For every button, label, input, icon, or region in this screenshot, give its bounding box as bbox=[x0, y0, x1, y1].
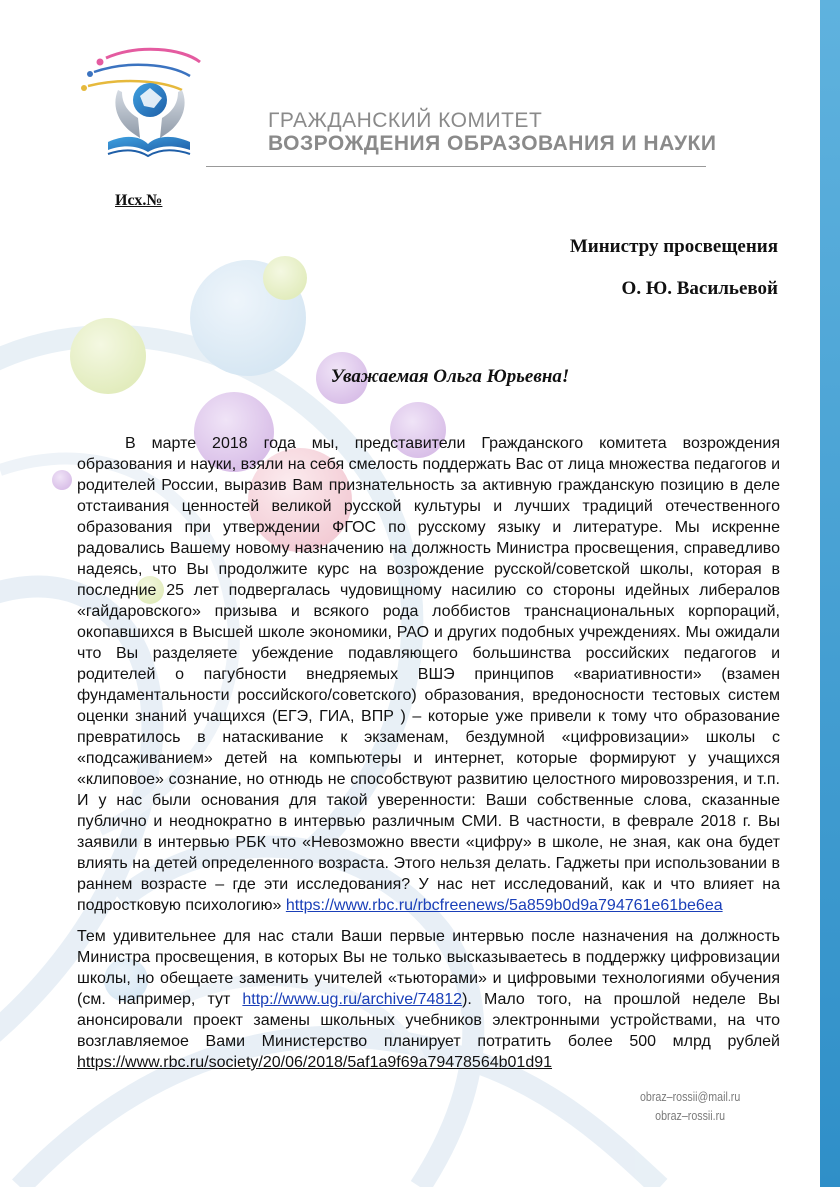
paragraph-1-text: В марте 2018 года мы, представители Гражданского комитета возрождения образования и науки, взяли на себя смелость поддержать Вас от лица множества педагогов и родителей России, выразив Вам признательность за активную гражданскую позицию в деле отстаивания ценностей великой русской культуры и лучших традиций отечественного образования при утверждении ФГОС по русскому языку и литературе. Мы искренне радовались Вашему новому назначению на должность Министра просвещения, справедливо надеясь, что Вы продолжите курс на возрождение русской/советской школы, которая в последние 25 лет подвергалась чудовищному насилию со стороны идейных либералов «гайдаровского» призыва и всякого рода лоббистов транснациональных корпораций, окопавшихся в Высшей школе экономики, РАО и других подобных учреждениях. Мы ожидали что Вы разделяете убеждение подавляющего большинства российских педагогов и родителей о пагубности внедряемых ВШЭ принципов «вариативности» (взамен фундаментальности российского/советского) образования, вредоносности тестовых систем оценки знаний учащихся (ЕГЭ, ГИА, ВПР ) – которые уже привели к тому что образование превратилось в натаскивание к экзаменам, бездумной «цифровизации» школы с «подсаживанием» детей на компьютеры и интернет, которые формируют у учащихся «клиповое» сознание, но отнюдь не способствуют развитию целостного мировоззрения, и т.п. И у нас были основания для такой уверенности: Ваши собственные слова, сказанные публично и неоднократно в интервью различным СМИ. В частности, в феврале 2018 г. Вы заявили в интервью РБК что «Невозможно ввести «цифру» в школе, не зная, как она будет влиять на детей определенного возраста. Этого нельзя делать. Гаджеты при использовании в раннем возрасте – где эти исследования? У нас нет исследований, как и что влияет на подростковую психологию» bbox=[77, 435, 780, 914]
header-divider bbox=[206, 166, 706, 167]
watermark-email: obraz–rossii@mail.ru bbox=[640, 1089, 741, 1104]
watermark-site: obraz–rossii.ru bbox=[655, 1108, 726, 1123]
salutation: Уважаемая Ольга Юрьевна! bbox=[330, 366, 570, 387]
addressee-block bbox=[570, 226, 778, 310]
rbc-freenews-link[interactable]: https://www.rbc.ru/rbcfreenews/5a859b0d9a794761e61be6ea bbox=[285, 897, 723, 914]
paragraph-1 bbox=[77, 433, 780, 916]
ug-archive-link[interactable]: http://www.ug.ru/archive/74812 bbox=[242, 991, 463, 1008]
paragraph-2-text-b: ). Мало того, на прошлой неделе Вы анонсировали проект замены школьных учебников электронными устройствами, на что возглавляемое Вами Министерство планирует потратить более 500 млрд рублей bbox=[77, 991, 781, 1050]
watermark bbox=[640, 1087, 740, 1125]
addressee-position: Министру просвещения bbox=[569, 236, 778, 257]
outgoing-number-label: Исх.№ bbox=[115, 192, 163, 209]
right-decorative-stripe bbox=[820, 0, 840, 1187]
addressee-name: О. Ю. Васильевой bbox=[621, 278, 778, 299]
organization-title-line1: ГРАЖДАНСКИЙ КОМИТЕТ bbox=[268, 109, 543, 132]
rbc-society-link[interactable]: https://www.rbc.ru/society/20/06/2018/5af1a9f69a79478564b01d91 bbox=[77, 1054, 553, 1071]
paragraph-2 bbox=[77, 926, 780, 1073]
paragraph-2-text-a: Тем удивительнее для нас стали Ваши первые интервью после назначения на должность Министра просвещения, в которых Вы не только высказываетесь в поддержку цифровизации школы, но обещаете заменить учителей «тьюторами» и цифровыми технологиями обучения (см. например, тут bbox=[77, 928, 780, 1008]
letter-body bbox=[77, 433, 780, 1073]
organization-title-line2: ВОЗРОЖДЕНИЯ ОБРАЗОВАНИЯ И НАУКИ bbox=[268, 132, 717, 155]
organization-title bbox=[268, 110, 716, 156]
organization-logo bbox=[78, 38, 214, 166]
